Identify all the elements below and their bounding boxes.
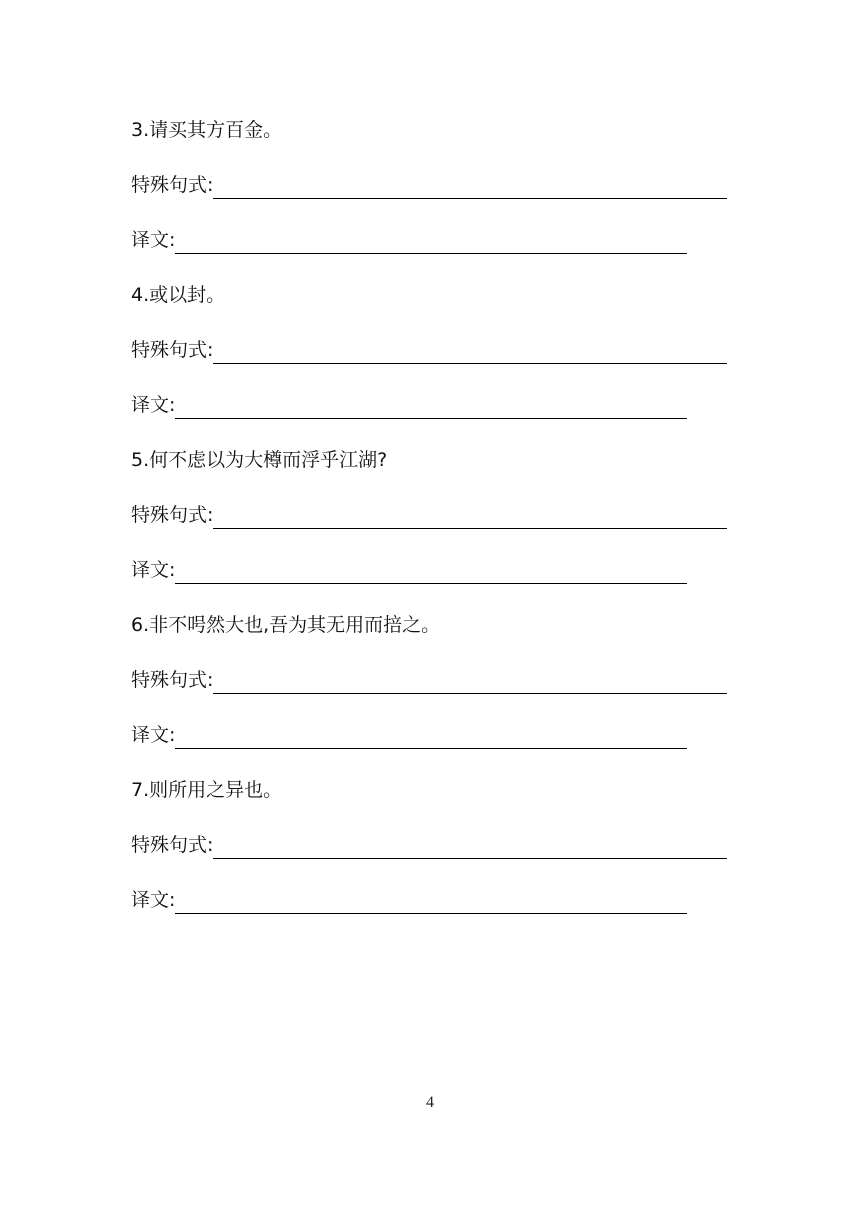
syntax-line (131, 666, 731, 721)
syntax-line (131, 501, 731, 556)
translation-line (131, 721, 731, 776)
syntax-label: 特殊句式: (131, 504, 214, 526)
exercise-item (131, 611, 731, 776)
exercise-item (131, 776, 731, 941)
question-line (131, 116, 731, 171)
translation-line (131, 226, 731, 281)
exercise-item (131, 446, 731, 611)
page-number: 4 (426, 1094, 434, 1111)
question-line (131, 611, 731, 666)
translation-label: 译文: (131, 724, 176, 746)
question-text: 5.何不虑以为大樽而浮乎江湖? (131, 449, 388, 471)
question-line (131, 776, 731, 831)
syntax-answer-blank[interactable] (213, 666, 727, 694)
exercise-item (131, 281, 731, 446)
question-text: 6.非不呺然大也,吾为其无用而掊之。 (131, 614, 441, 636)
translation-line (131, 886, 731, 941)
translation-label: 译文: (131, 559, 176, 581)
translation-label: 译文: (131, 229, 176, 251)
exercise-item (131, 116, 731, 281)
syntax-answer-blank[interactable] (213, 831, 727, 859)
translation-label: 译文: (131, 889, 176, 911)
question-text: 4.或以封。 (131, 284, 226, 306)
question-line (131, 446, 731, 501)
translation-label: 译文: (131, 394, 176, 416)
question-line (131, 281, 731, 336)
syntax-label: 特殊句式: (131, 834, 214, 856)
syntax-label: 特殊句式: (131, 339, 214, 361)
syntax-line (131, 831, 731, 886)
translation-answer-blank[interactable] (175, 721, 687, 749)
syntax-label: 特殊句式: (131, 669, 214, 691)
question-text: 7.则所用之异也。 (131, 779, 283, 801)
syntax-answer-blank[interactable] (213, 336, 727, 364)
translation-answer-blank[interactable] (175, 556, 687, 584)
syntax-answer-blank[interactable] (213, 501, 727, 529)
translation-line (131, 556, 731, 611)
translation-answer-blank[interactable] (175, 886, 687, 914)
syntax-line (131, 171, 731, 226)
syntax-line (131, 336, 731, 391)
translation-answer-blank[interactable] (175, 226, 687, 254)
translation-answer-blank[interactable] (175, 391, 687, 419)
question-text: 3.请买其方百金。 (131, 119, 283, 141)
translation-line (131, 391, 731, 446)
syntax-answer-blank[interactable] (213, 171, 727, 199)
exercise-list (131, 116, 731, 941)
syntax-label: 特殊句式: (131, 174, 214, 196)
